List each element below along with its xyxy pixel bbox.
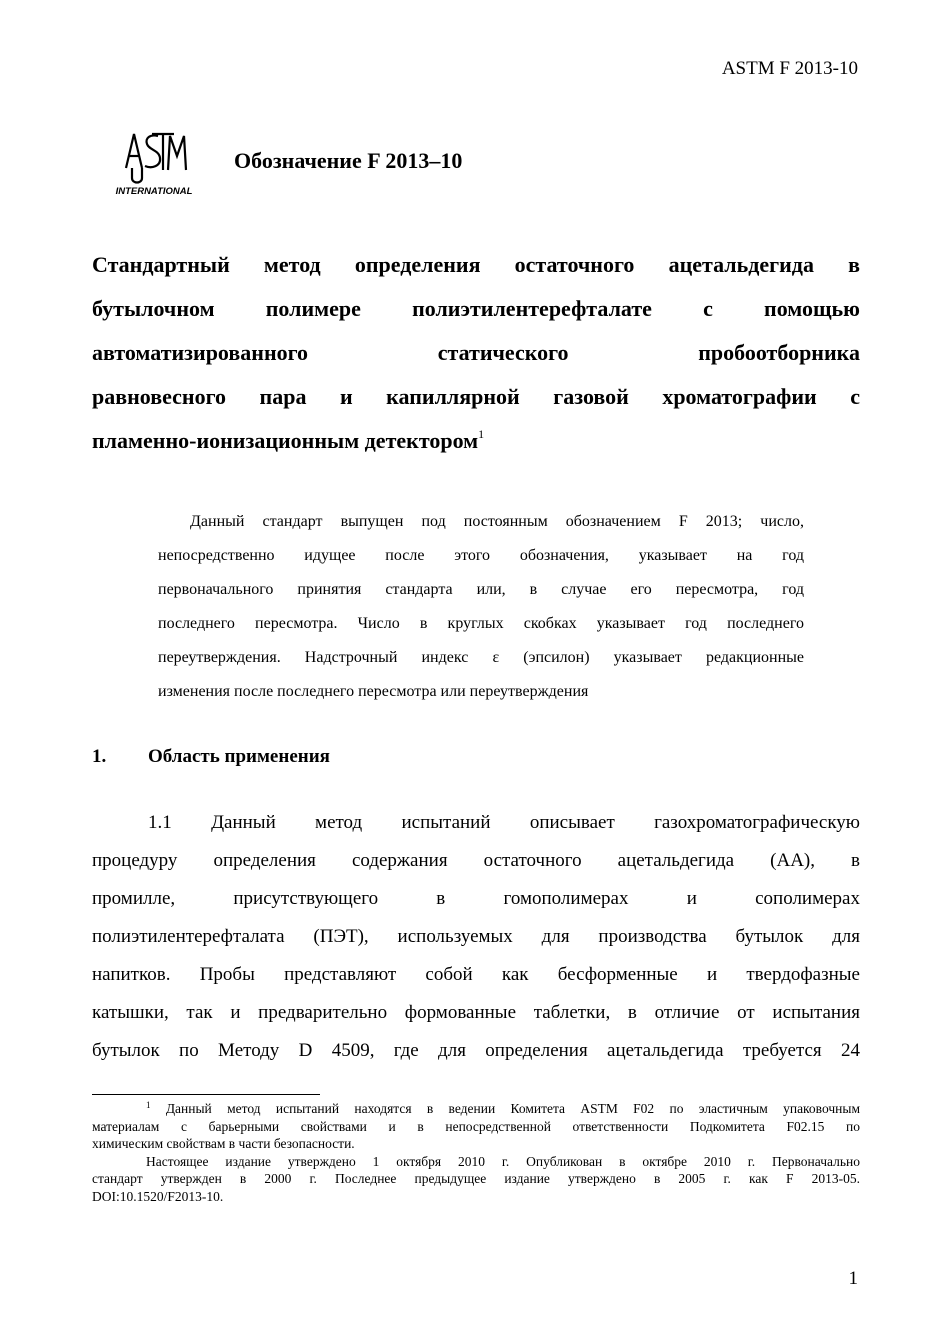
section-number: 1. — [92, 746, 107, 767]
footnote-line — [92, 1100, 860, 1118]
title-line-text: пламенно-ионизационным детектором — [92, 428, 479, 453]
title-line: Стандартный метод определения остаточного ацетальдегида в — [92, 252, 860, 277]
footnote-text: Данный метод испытаний находятся в ведении Комитета ASTM F02 по эластичным упаковочным — [165, 1101, 860, 1116]
document-title — [92, 243, 860, 463]
footnote-line: химическим свойствам в части безопасности. — [92, 1136, 355, 1151]
scope-paragraph — [92, 804, 860, 1070]
footnote-line: стандарт утвержден в 2000 г. Последнее предыдущее издание утверждено в 2005 г. как F 2013-05. — [92, 1171, 860, 1186]
title-line-last — [92, 419, 860, 463]
footnote-line: Настоящее издание утверждено 1 октября 2010 г. Опубликован в октябре 2010 г. Первоначально — [146, 1153, 860, 1169]
title-footnote-ref[interactable]: 1 — [478, 427, 485, 441]
footnote-line: DOI:10.1520/F2013-10. — [92, 1188, 224, 1204]
title-line: автоматизированного статического пробоотборника — [92, 340, 860, 365]
notice-line: последнего пересмотра. Число в круглых скобках указывает год последнего — [158, 615, 804, 632]
section-heading-scope — [92, 746, 330, 768]
svg-text:INTERNATIONAL: INTERNATIONAL — [115, 186, 193, 197]
notice-line: изменения после последнего пересмотра или переутверждения — [158, 683, 589, 700]
paragraph-line: напитков. Пробы представляют собой как бесформенные и твердофазные — [92, 964, 860, 985]
designation-notice — [158, 505, 804, 709]
notice-line: Данный стандарт выпущен под постоянным обозначением F 2013; число, — [190, 513, 804, 530]
paragraph-line: катышки, так и предварительно формованные таблетки, в отличие от испытания — [92, 1002, 860, 1023]
paragraph-line: полиэтилентерефталата (ПЭТ), используемых для производства бутылок для — [92, 926, 860, 947]
section-title: Область применения — [148, 746, 330, 767]
footnote-separator — [92, 1094, 320, 1095]
notice-line: переутверждения. Надстрочный индекс ε (эпсилон) указывает редакционные — [158, 649, 804, 666]
title-line: бутылочном полимере полиэтилентерефталате с помощью — [92, 296, 860, 321]
paragraph-line: процедуру определения содержания остаточного ацетальдегида (АА), в — [92, 850, 860, 871]
footnotes — [92, 1100, 860, 1205]
document-code-header: ASTM F 2013-10 — [721, 58, 858, 79]
paragraph-line: бутылок по Методу D 4509, где для определения ацетальдегида требуется 24 — [92, 1040, 860, 1061]
astm-international-logo — [112, 128, 196, 198]
page-number: 1 — [848, 1268, 858, 1289]
footnote-number: 1 — [146, 1100, 151, 1110]
standard-designation: Обозначение F 2013–10 — [234, 148, 463, 173]
title-line: равновесного пара и капиллярной газовой хроматографии с — [92, 384, 860, 409]
paragraph-line: промилле, присутствующего в гомополимерах и сополимерах — [92, 888, 860, 909]
paragraph-line: 1.1 Данный метод испытаний описывает газохроматографическую — [148, 812, 860, 833]
notice-line: непосредственно идущее после этого обозначения, указывает на год — [158, 547, 804, 564]
footnote-line: материалам с барьерными свойствами и в непосредственной ответственности Подкомитета F02.15 по — [92, 1118, 860, 1134]
notice-line: первоначального принятия стандарта или, в случае его пересмотра, год — [158, 581, 804, 598]
